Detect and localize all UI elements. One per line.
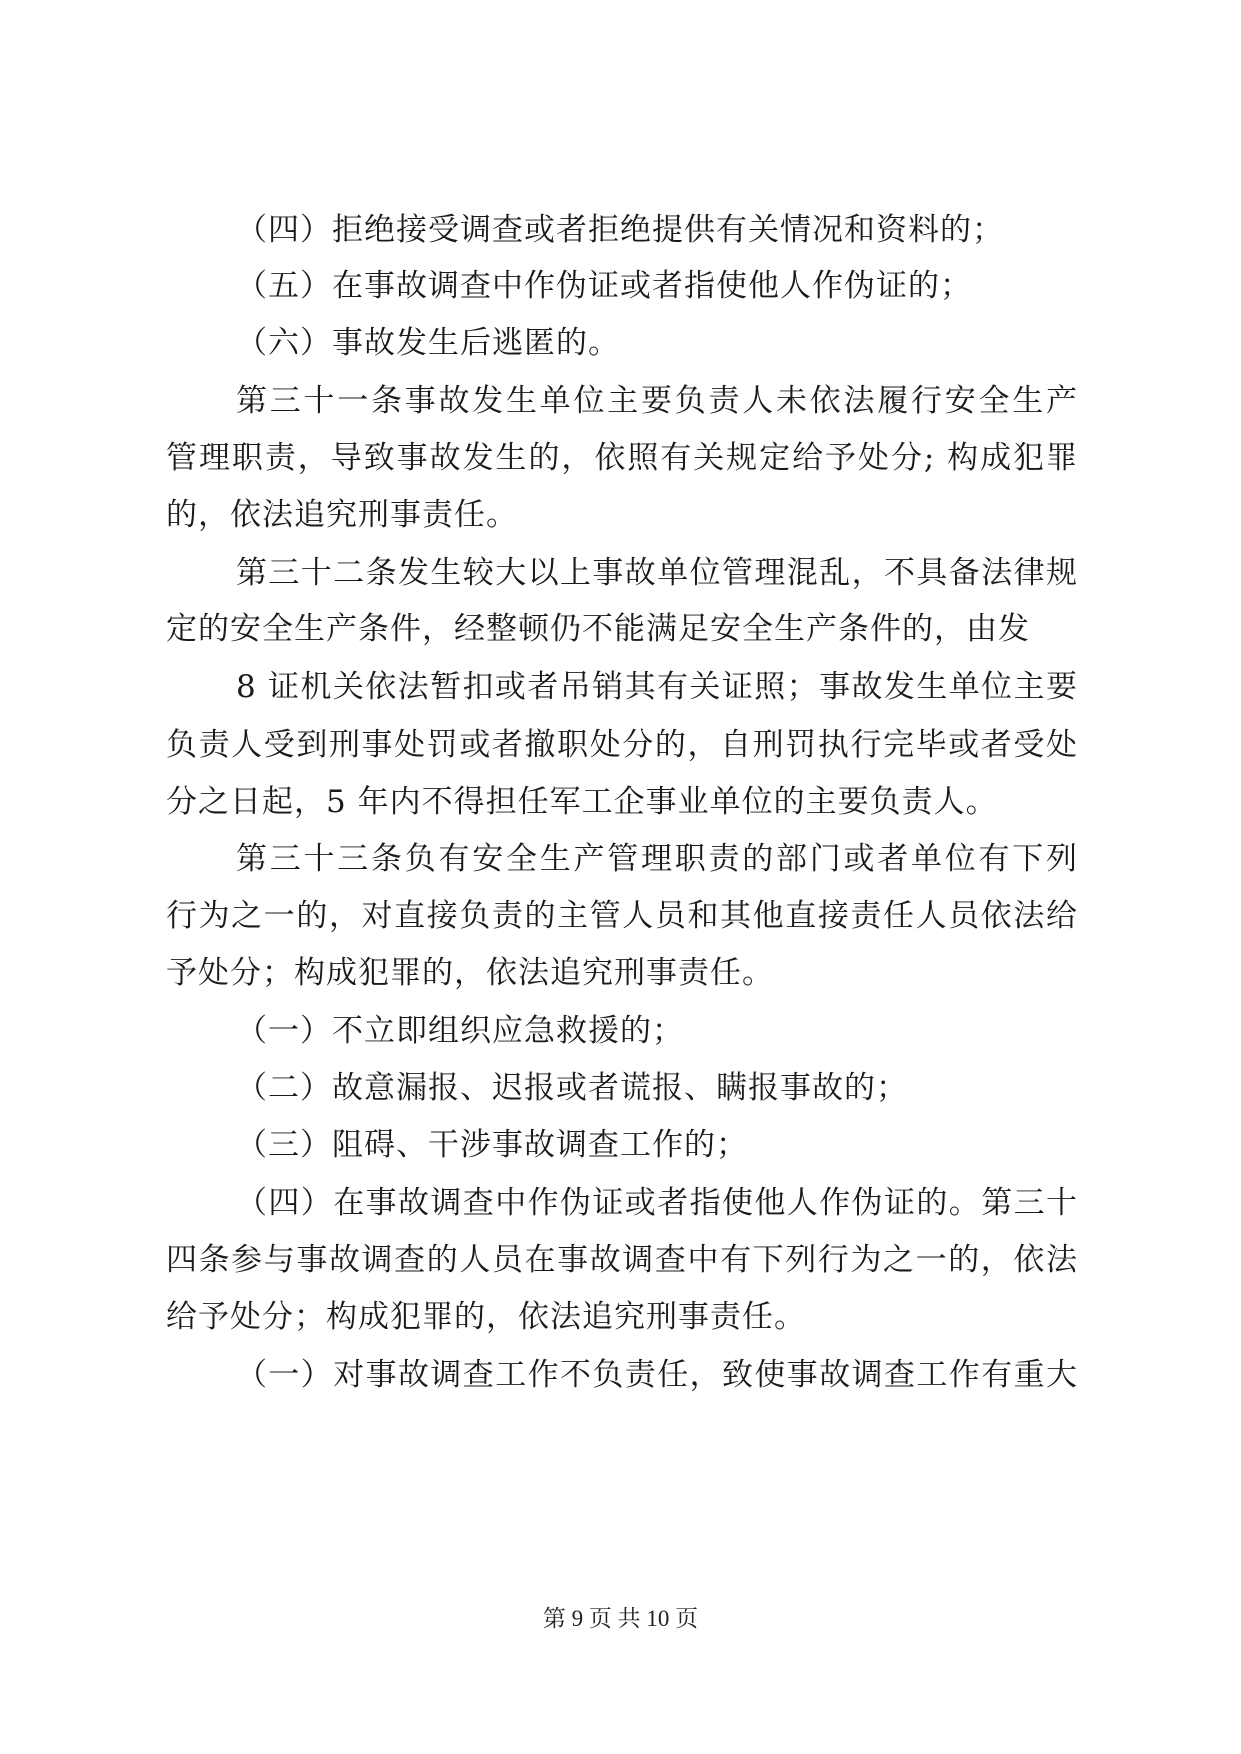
text-line: （四）在事故调查中作伪证或者指使他人作伪证的。第三十: [236, 1185, 1078, 1221]
text-line: 第三十三条负有安全生产管理职责的部门或者单位有下列: [236, 841, 1078, 877]
text-line: （二）故意漏报、迟报或者谎报、瞒报事故的；: [236, 1070, 908, 1106]
text-line: 四条参与事故调查的人员在事故调查中有下列行为之一的，依法: [166, 1242, 1078, 1278]
text-line: 给予处分；构成犯罪的，依法追究刑事责任。: [166, 1299, 806, 1335]
text-line: 8 证机关依法暂扣或者吊销其有关证照；事故发生单位主要: [236, 669, 1078, 705]
text-line: （三）阻碍、干涉事故调查工作的；: [236, 1127, 748, 1163]
page-number-footer: 第 9 页 共 10 页: [542, 1606, 699, 1631]
text-line: （一）对事故调查工作不负责任，致使事故调查工作有重大: [236, 1357, 1078, 1393]
text-line: 分之日起，5 年内不得担任军工企事业单位的主要负责人。: [166, 784, 998, 820]
text-line: （五）在事故调查中作伪证或者指使他人作伪证的；: [236, 268, 972, 304]
text-line: 的，依法追究刑事责任。: [166, 497, 518, 533]
text-line: 负责人受到刑事处罚或者撤职处分的，自刑罚执行完毕或者受处: [166, 727, 1078, 763]
text-line: 予处分；构成犯罪的，依法追究刑事责任。: [166, 955, 774, 991]
text-line: （一）不立即组织应急救援的；: [236, 1013, 684, 1049]
text-line: （六）事故发生后逃匿的。: [236, 325, 620, 361]
text-line: （四）拒绝接受调查或者拒绝提供有关情况和资料的；: [236, 212, 1004, 248]
text-line: 定的安全生产条件，经整顿仍不能满足安全生产条件的，由发: [166, 611, 1030, 647]
text-line: 第三十一条事故发生单位主要负责人未依法履行安全生产: [236, 383, 1078, 419]
text-line: 管理职责，导致事故发生的，依照有关规定给予处分; 构成犯罪: [166, 440, 1078, 476]
text-line: 行为之一的，对直接负责的主管人员和其他直接责任人员依法给: [166, 898, 1078, 934]
text-line: 第三十二条发生较大以上事故单位管理混乱，不具备法律规: [236, 555, 1078, 591]
